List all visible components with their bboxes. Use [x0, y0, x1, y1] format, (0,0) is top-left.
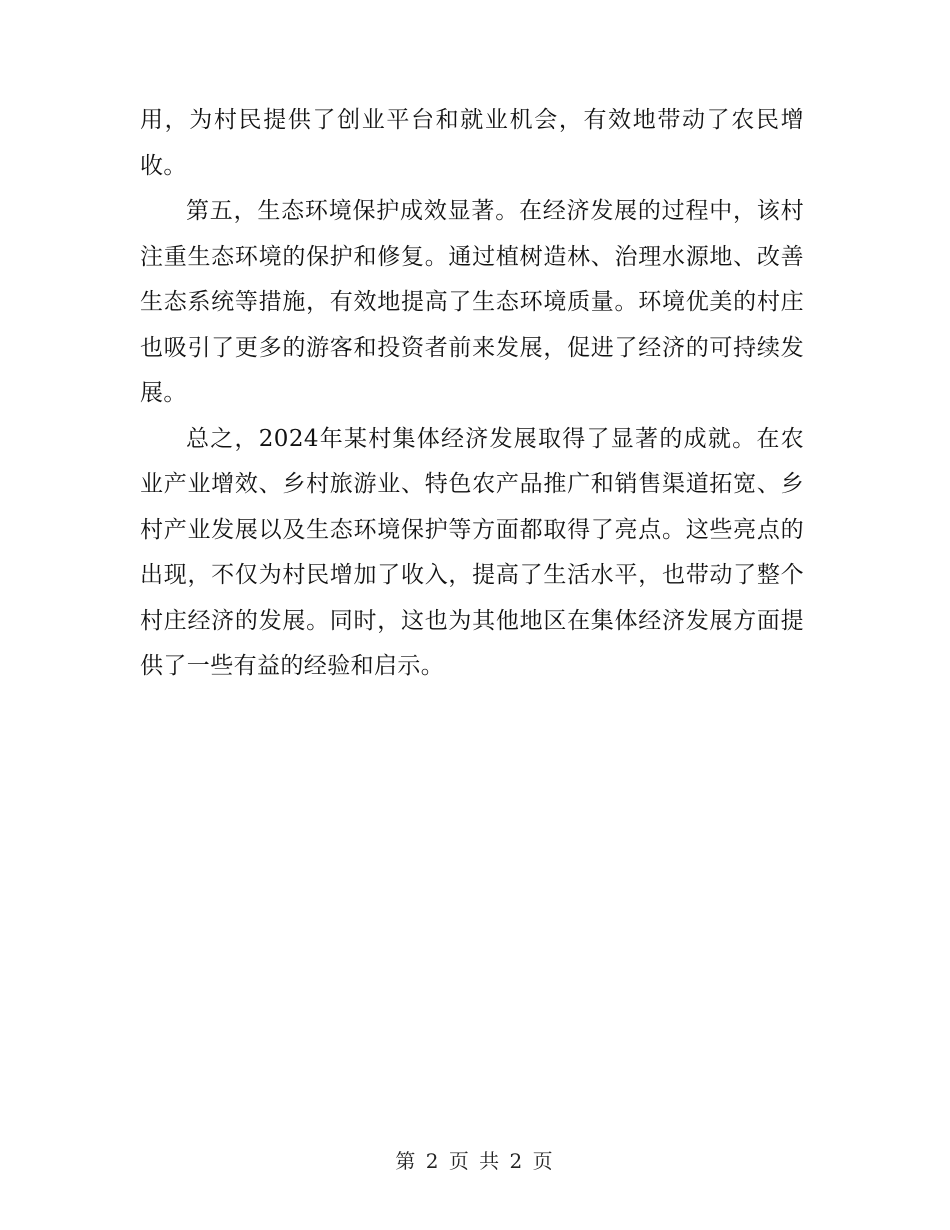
paragraph-summary: 总之，2024年某村集体经济发展取得了显著的成就。在农业产业增效、乡村旅游业、特色农产品推广和销售渠道拓宽、乡村产业发展以及生态环境保护等方面都取得了亮点。这些亮点的出现，不仅为村民增加了收入，提高了生活水平，也带动了整个村庄经济的发展。同时，这也为其他地区在集体经济发展方面提供了一些有益的经验和启示。 [140, 425, 804, 679]
document-body [140, 98, 804, 690]
page-number-footer: 第 2 页 共 2 页 [395, 1149, 555, 1173]
paragraph-ecology: 第五，生态环境保护成效显著。在经济发展的过程中，该村注重生态环境的保护和修复。通过植树造林、治理水源地、改善生态系统等措施，有效地提高了生态环境质量。环境优美的村庄也吸引了更多的游客和投资者前来发展，促进了经济的可持续发展。 [140, 198, 804, 406]
paragraph-continuation: 用，为村民提供了创业平台和就业机会，有效地带动了农民增收。 [140, 107, 804, 179]
